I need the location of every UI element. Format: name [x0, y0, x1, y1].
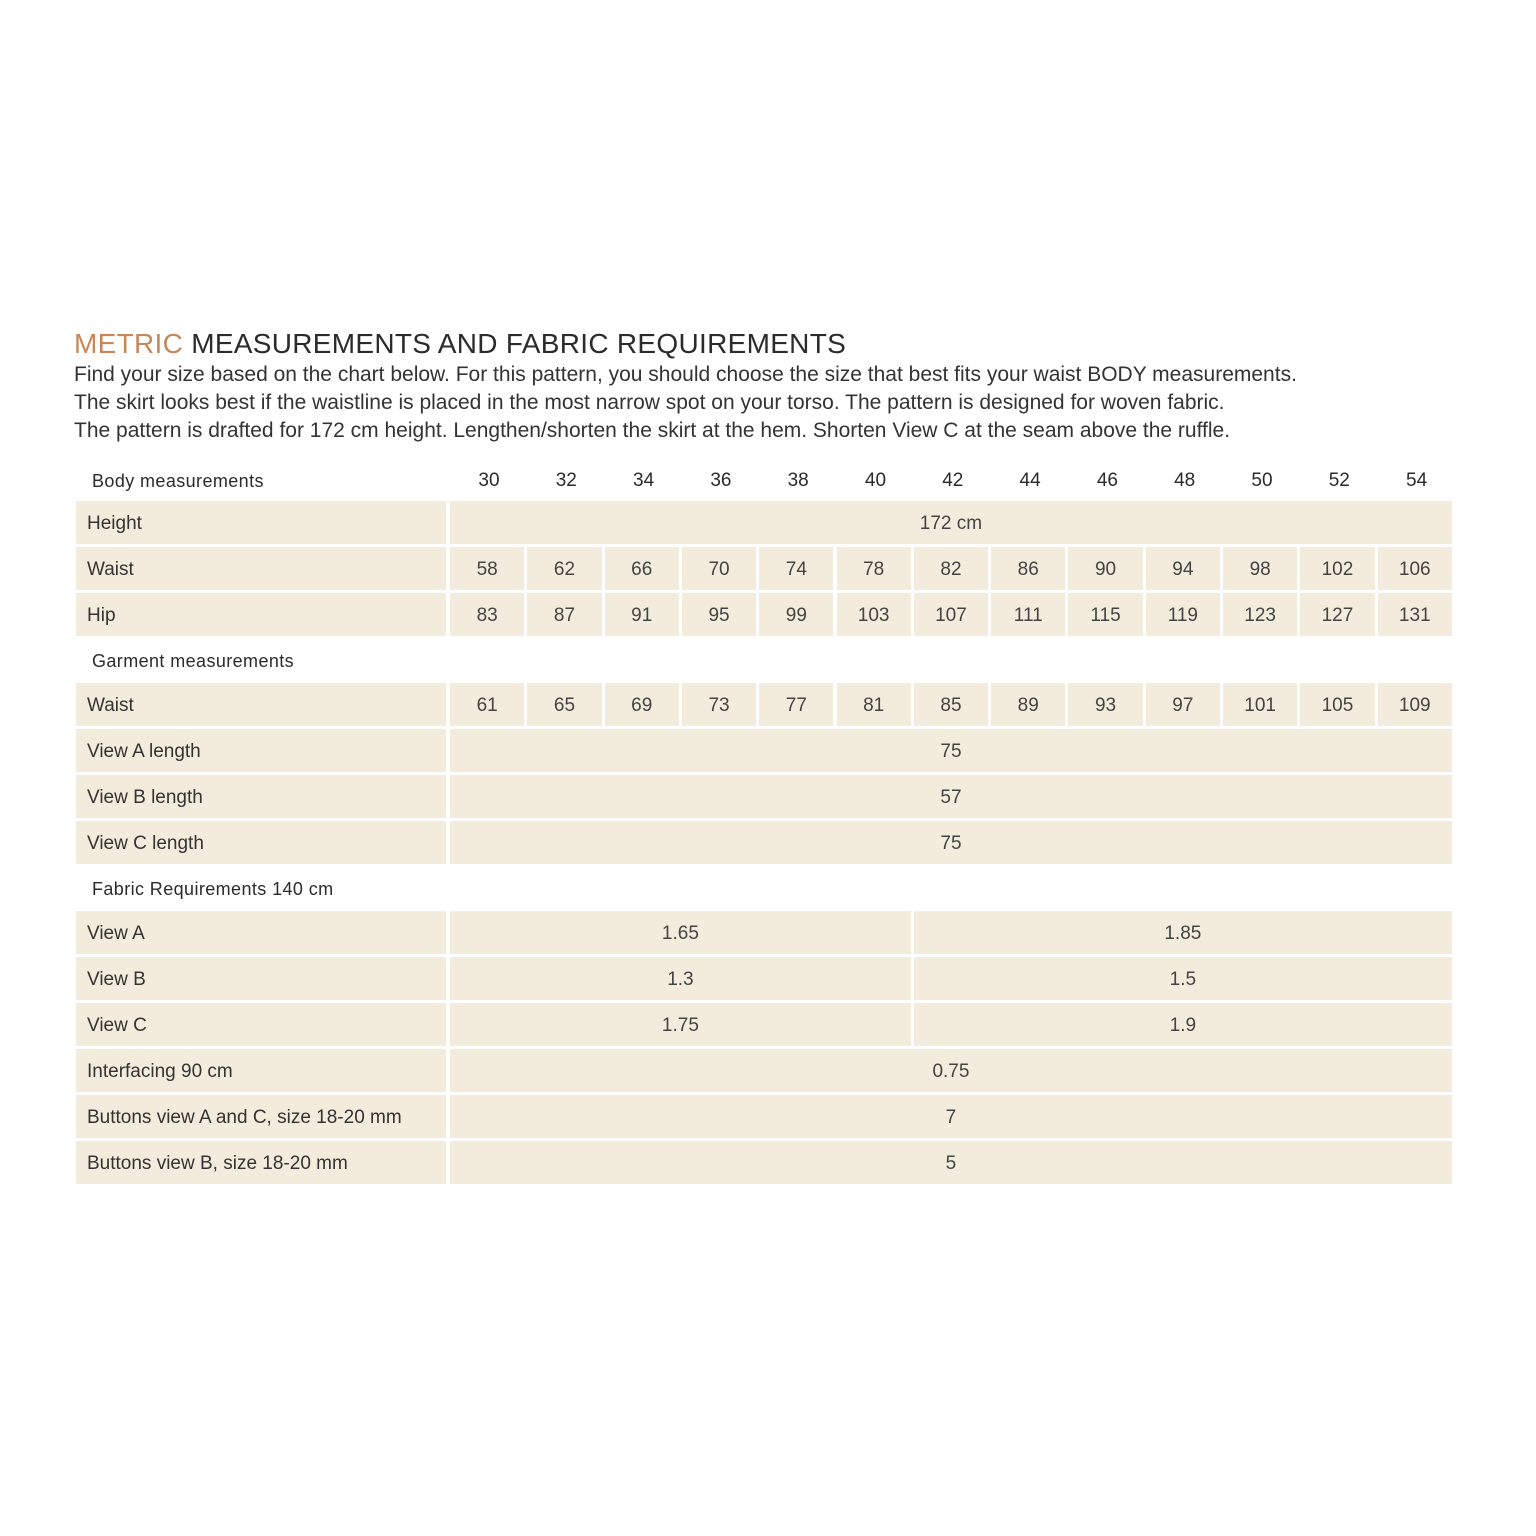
- size-header: 38: [787, 470, 809, 491]
- table-cell: 172 cm: [450, 501, 1452, 544]
- table-cell: 86: [991, 547, 1065, 590]
- table-cell: 101: [1223, 683, 1297, 726]
- row-label: View A length: [76, 729, 446, 772]
- table-cell: 70: [682, 547, 756, 590]
- size-header: 54: [1406, 470, 1428, 491]
- table-row: [76, 547, 1452, 593]
- table-cell: 90: [1068, 547, 1142, 590]
- row-label: View C: [76, 1003, 446, 1046]
- row-label: Hip: [76, 593, 446, 636]
- table-cell: 87: [527, 593, 601, 636]
- size-header: 42: [942, 470, 964, 491]
- table-cell: 103: [837, 593, 911, 636]
- title-text: MEASUREMENTS AND FABRIC REQUIREMENTS: [183, 328, 847, 359]
- table-row: [76, 683, 1452, 729]
- size-header: 36: [710, 470, 732, 491]
- size-header: 32: [555, 470, 577, 491]
- section-title: Body measurements: [92, 471, 264, 491]
- table-row: [76, 957, 1452, 1003]
- table-cell: 93: [1068, 683, 1142, 726]
- size-chart-table: [76, 459, 1452, 1187]
- table-cell: 131: [1378, 593, 1452, 636]
- row-label: View B length: [76, 775, 446, 818]
- table-cell: 85: [914, 683, 988, 726]
- table-cell: 91: [605, 593, 679, 636]
- row-label: Height: [76, 501, 446, 544]
- table-cell: 5: [450, 1141, 1452, 1184]
- table-cell: 81: [837, 683, 911, 726]
- table-cell: 119: [1146, 593, 1220, 636]
- size-header: 34: [633, 470, 655, 491]
- section-header: [76, 459, 1452, 501]
- intro-line: The pattern is drafted for 172 cm height. Lengthen/shorten the skirt at the hem. Shorten View C at the seam above the ruffle.: [74, 419, 1231, 442]
- table-cell: 57: [450, 775, 1452, 818]
- table-cell: 106: [1378, 547, 1452, 590]
- table-cell: 75: [450, 729, 1452, 772]
- row-label: Interfacing 90 cm: [76, 1049, 446, 1092]
- table-cell: 65: [527, 683, 601, 726]
- table-row: [76, 1049, 1452, 1095]
- table-row: [76, 1095, 1452, 1141]
- table-cell: 78: [837, 547, 911, 590]
- table-cell: 102: [1300, 547, 1374, 590]
- table-cell: 58: [450, 547, 524, 590]
- table-cell: 62: [527, 547, 601, 590]
- table-row: [76, 911, 1452, 957]
- table-cell: 95: [682, 593, 756, 636]
- size-header: 52: [1328, 470, 1350, 491]
- table-cell: 89: [991, 683, 1065, 726]
- table-row: [76, 1141, 1452, 1187]
- section-title: Fabric Requirements 140 cm: [92, 879, 334, 899]
- row-label: View C length: [76, 821, 446, 864]
- table-cell: 7: [450, 1095, 1452, 1138]
- table-cell: 98: [1223, 547, 1297, 590]
- size-header: 50: [1251, 470, 1273, 491]
- table-cell: 1.65: [450, 911, 911, 954]
- table-row: [76, 593, 1452, 639]
- section-header: [76, 639, 1452, 683]
- table-cell: 127: [1300, 593, 1374, 636]
- table-cell: 75: [450, 821, 1452, 864]
- table-row: [76, 1003, 1452, 1049]
- table-cell: 1.75: [450, 1003, 911, 1046]
- table-cell: 1.3: [450, 957, 911, 1000]
- row-label: Buttons view B, size 18-20 mm: [76, 1141, 446, 1184]
- table-cell: 94: [1146, 547, 1220, 590]
- table-cell: 111: [991, 593, 1065, 636]
- row-label: View A: [76, 911, 446, 954]
- title-accent: METRIC: [74, 328, 184, 359]
- intro-line: The skirt looks best if the waistline is placed in the most narrow spot on your torso. The pattern is designed for woven fabric.: [74, 391, 1225, 414]
- table-row: [76, 729, 1452, 775]
- table-cell: 105: [1300, 683, 1374, 726]
- table-cell: 99: [759, 593, 833, 636]
- table-cell: 115: [1068, 593, 1142, 636]
- table-cell: 69: [605, 683, 679, 726]
- intro-line: Find your size based on the chart below. For this pattern, you should choose the size that best fits your waist BODY measurements.: [74, 363, 1297, 386]
- table-cell: 77: [759, 683, 833, 726]
- table-cell: 97: [1146, 683, 1220, 726]
- section-header: [76, 867, 1452, 911]
- row-label: Buttons view A and C, size 18-20 mm: [76, 1095, 446, 1138]
- intro-text: [74, 361, 1297, 445]
- table-cell: 73: [682, 683, 756, 726]
- size-header: 48: [1174, 470, 1196, 491]
- row-label: Waist: [76, 547, 446, 590]
- table-row: [76, 501, 1452, 547]
- table-cell: 61: [450, 683, 524, 726]
- table-cell: 1.85: [914, 911, 1452, 954]
- table-row: [76, 775, 1452, 821]
- page-title: [74, 328, 846, 360]
- size-header: 30: [478, 470, 500, 491]
- size-header: 40: [864, 470, 887, 491]
- table-cell: 1.9: [914, 1003, 1452, 1046]
- table-row: [76, 821, 1452, 867]
- table-cell: 82: [914, 547, 988, 590]
- table-cell: 109: [1378, 683, 1452, 726]
- table-cell: 123: [1223, 593, 1297, 636]
- size-header: 46: [1096, 470, 1118, 491]
- row-label: Waist: [76, 683, 446, 726]
- table-cell: 107: [914, 593, 988, 636]
- table-cell: 83: [450, 593, 524, 636]
- table-cell: 74: [759, 547, 833, 590]
- table-cell: 1.5: [914, 957, 1452, 1000]
- table-cell: 66: [605, 547, 679, 590]
- table-cell: 0.75: [450, 1049, 1452, 1092]
- section-title: Garment measurements: [92, 651, 295, 671]
- size-header: 44: [1019, 470, 1041, 491]
- row-label: View B: [76, 957, 446, 1000]
